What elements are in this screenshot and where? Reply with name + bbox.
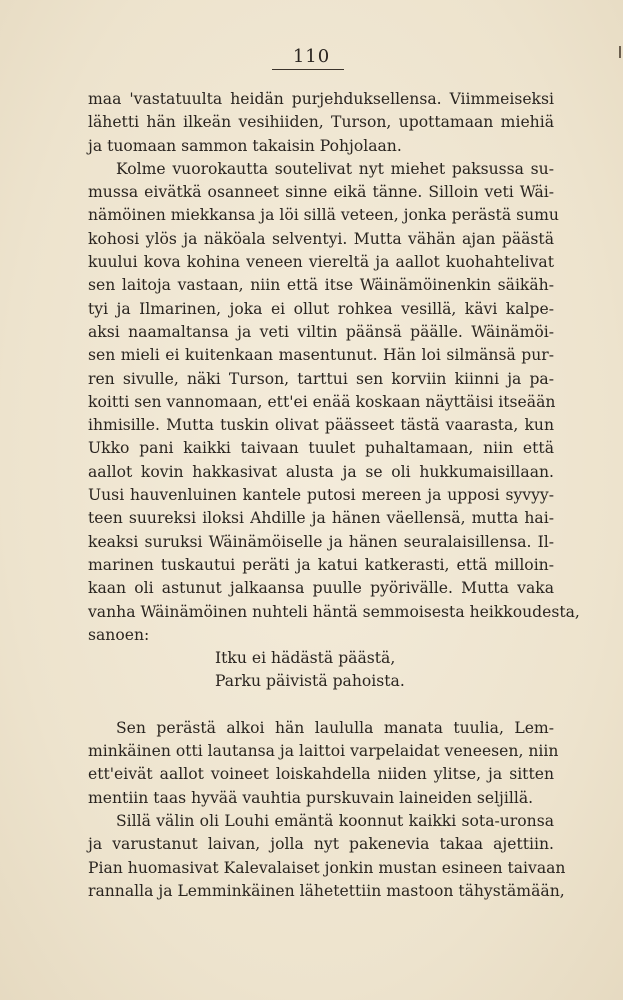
paragraph-gap — [88, 694, 554, 717]
text-line: tyi ja Ilmarinen, joka ei ollut rohkea vesillä, kävi kalpe- — [88, 299, 554, 318]
text-line: sanoen: — [88, 625, 150, 644]
text-line: Sillä välin oli Louhi emäntä koonnut kaikki sota-uronsa — [116, 811, 554, 830]
text-line: sen mieli ei kuitenkaan masentunut. Hän loi silmänsä pur- — [88, 346, 554, 365]
edge-mark — [619, 46, 621, 58]
text-line: aksi naamaltansa ja veti viltin päänsä päälle. Wäinämöi- — [88, 322, 554, 341]
text-line: keaksi suruksi Wäinämöiselle ja hänen seuralaisillensa. Il- — [88, 532, 554, 551]
text-line: rannalla ja Lemminkäinen lähetettiin mastoon tähystämään, — [88, 881, 565, 900]
text-line: kaan oli astunut jalkaansa puulle pyörivälle. Mutta vaka — [88, 579, 554, 598]
verse-line: Parku päivistä pahoista. — [215, 672, 405, 691]
text-line: sen laitoja vastaan, niin että itse Wäinämöinenkin säikäh- — [88, 276, 554, 295]
text-line: minkäinen otti lautansa ja laittoi varpelaidat veneesen, niin — [88, 742, 559, 761]
body-text — [88, 88, 580, 903]
text-line: teen suureksi iloksi Ahdille ja hänen väellensä, mutta hai- — [88, 509, 554, 528]
text-line: Kolme vuorokautta soutelivat nyt miehet paksussa su- — [116, 159, 554, 178]
text-line: lähetti hän ilkeän vesihiiden, Turson, upottamaan miehiä — [88, 113, 554, 132]
verse-line: Itku ei hädästä päästä, — [215, 649, 396, 668]
text-line: marinen tuskautui peräti ja katui katkerasti, että milloin- — [88, 555, 554, 574]
text-line: mussa eivätkä osanneet sinne eikä tänne. Silloin veti Wäi- — [88, 183, 554, 202]
text-line: mentiin taas hyvää vauhtia purskuvain laineiden seljillä. — [88, 788, 534, 807]
text-line: ett'eivät aallot voineet loiskahdella niiden ylitse, ja sitten — [88, 765, 554, 784]
text-line: ja varustanut laivan, jolla nyt pakenevia takaa ajettiin. — [88, 835, 554, 854]
text-line: ja tuomaan sammon takaisin Pohjolaan. — [88, 136, 402, 155]
page-number: 110 — [292, 46, 331, 67]
text-line: ren sivulle, näki Turson, tarttui sen korviin kiinni ja pa- — [88, 369, 554, 388]
text-line: maa 'vastatuulta heidän purjehduksellensa. Viimmeiseksi — [88, 90, 554, 108]
text-line: kohosi ylös ja näköala selventyi. Mutta vähän ajan päästä — [88, 229, 554, 248]
text-line: koitti sen vannomaan, ett'ei enää koskaan näyttäisi itseään — [88, 392, 556, 411]
text-line: Ukko pani kaikki taivaan tuulet puhaltamaan, niin että — [88, 439, 554, 458]
text-line: vanha Wäinämöinen nuhteli häntä semmoisesta heikkoudesta, — [88, 602, 580, 621]
text-line: ihmisille. Mutta tuskin olivat päässeet tästä vaarasta, kun — [88, 416, 554, 435]
header-rule — [272, 69, 344, 70]
text-line: Pian huomasivat Kalevalaiset jonkin mustan esineen taivaan — [88, 858, 566, 877]
text-line: kuului kova kohina veneen viereltä ja aallot kuohahtelivat — [88, 253, 554, 272]
text-line: aallot kovin hakkasivat alusta ja se oli hukkumaisillaan. — [88, 462, 554, 481]
text-line: Sen perästä alkoi hän laululla manata tuulia, Lem- — [116, 718, 554, 737]
text-line: Uusi hauvenluinen kantele putosi mereen ja upposi syvyy- — [88, 486, 554, 505]
text-line: nämöinen miekkansa ja löi sillä veteen, jonka perästä sumu — [88, 206, 559, 225]
